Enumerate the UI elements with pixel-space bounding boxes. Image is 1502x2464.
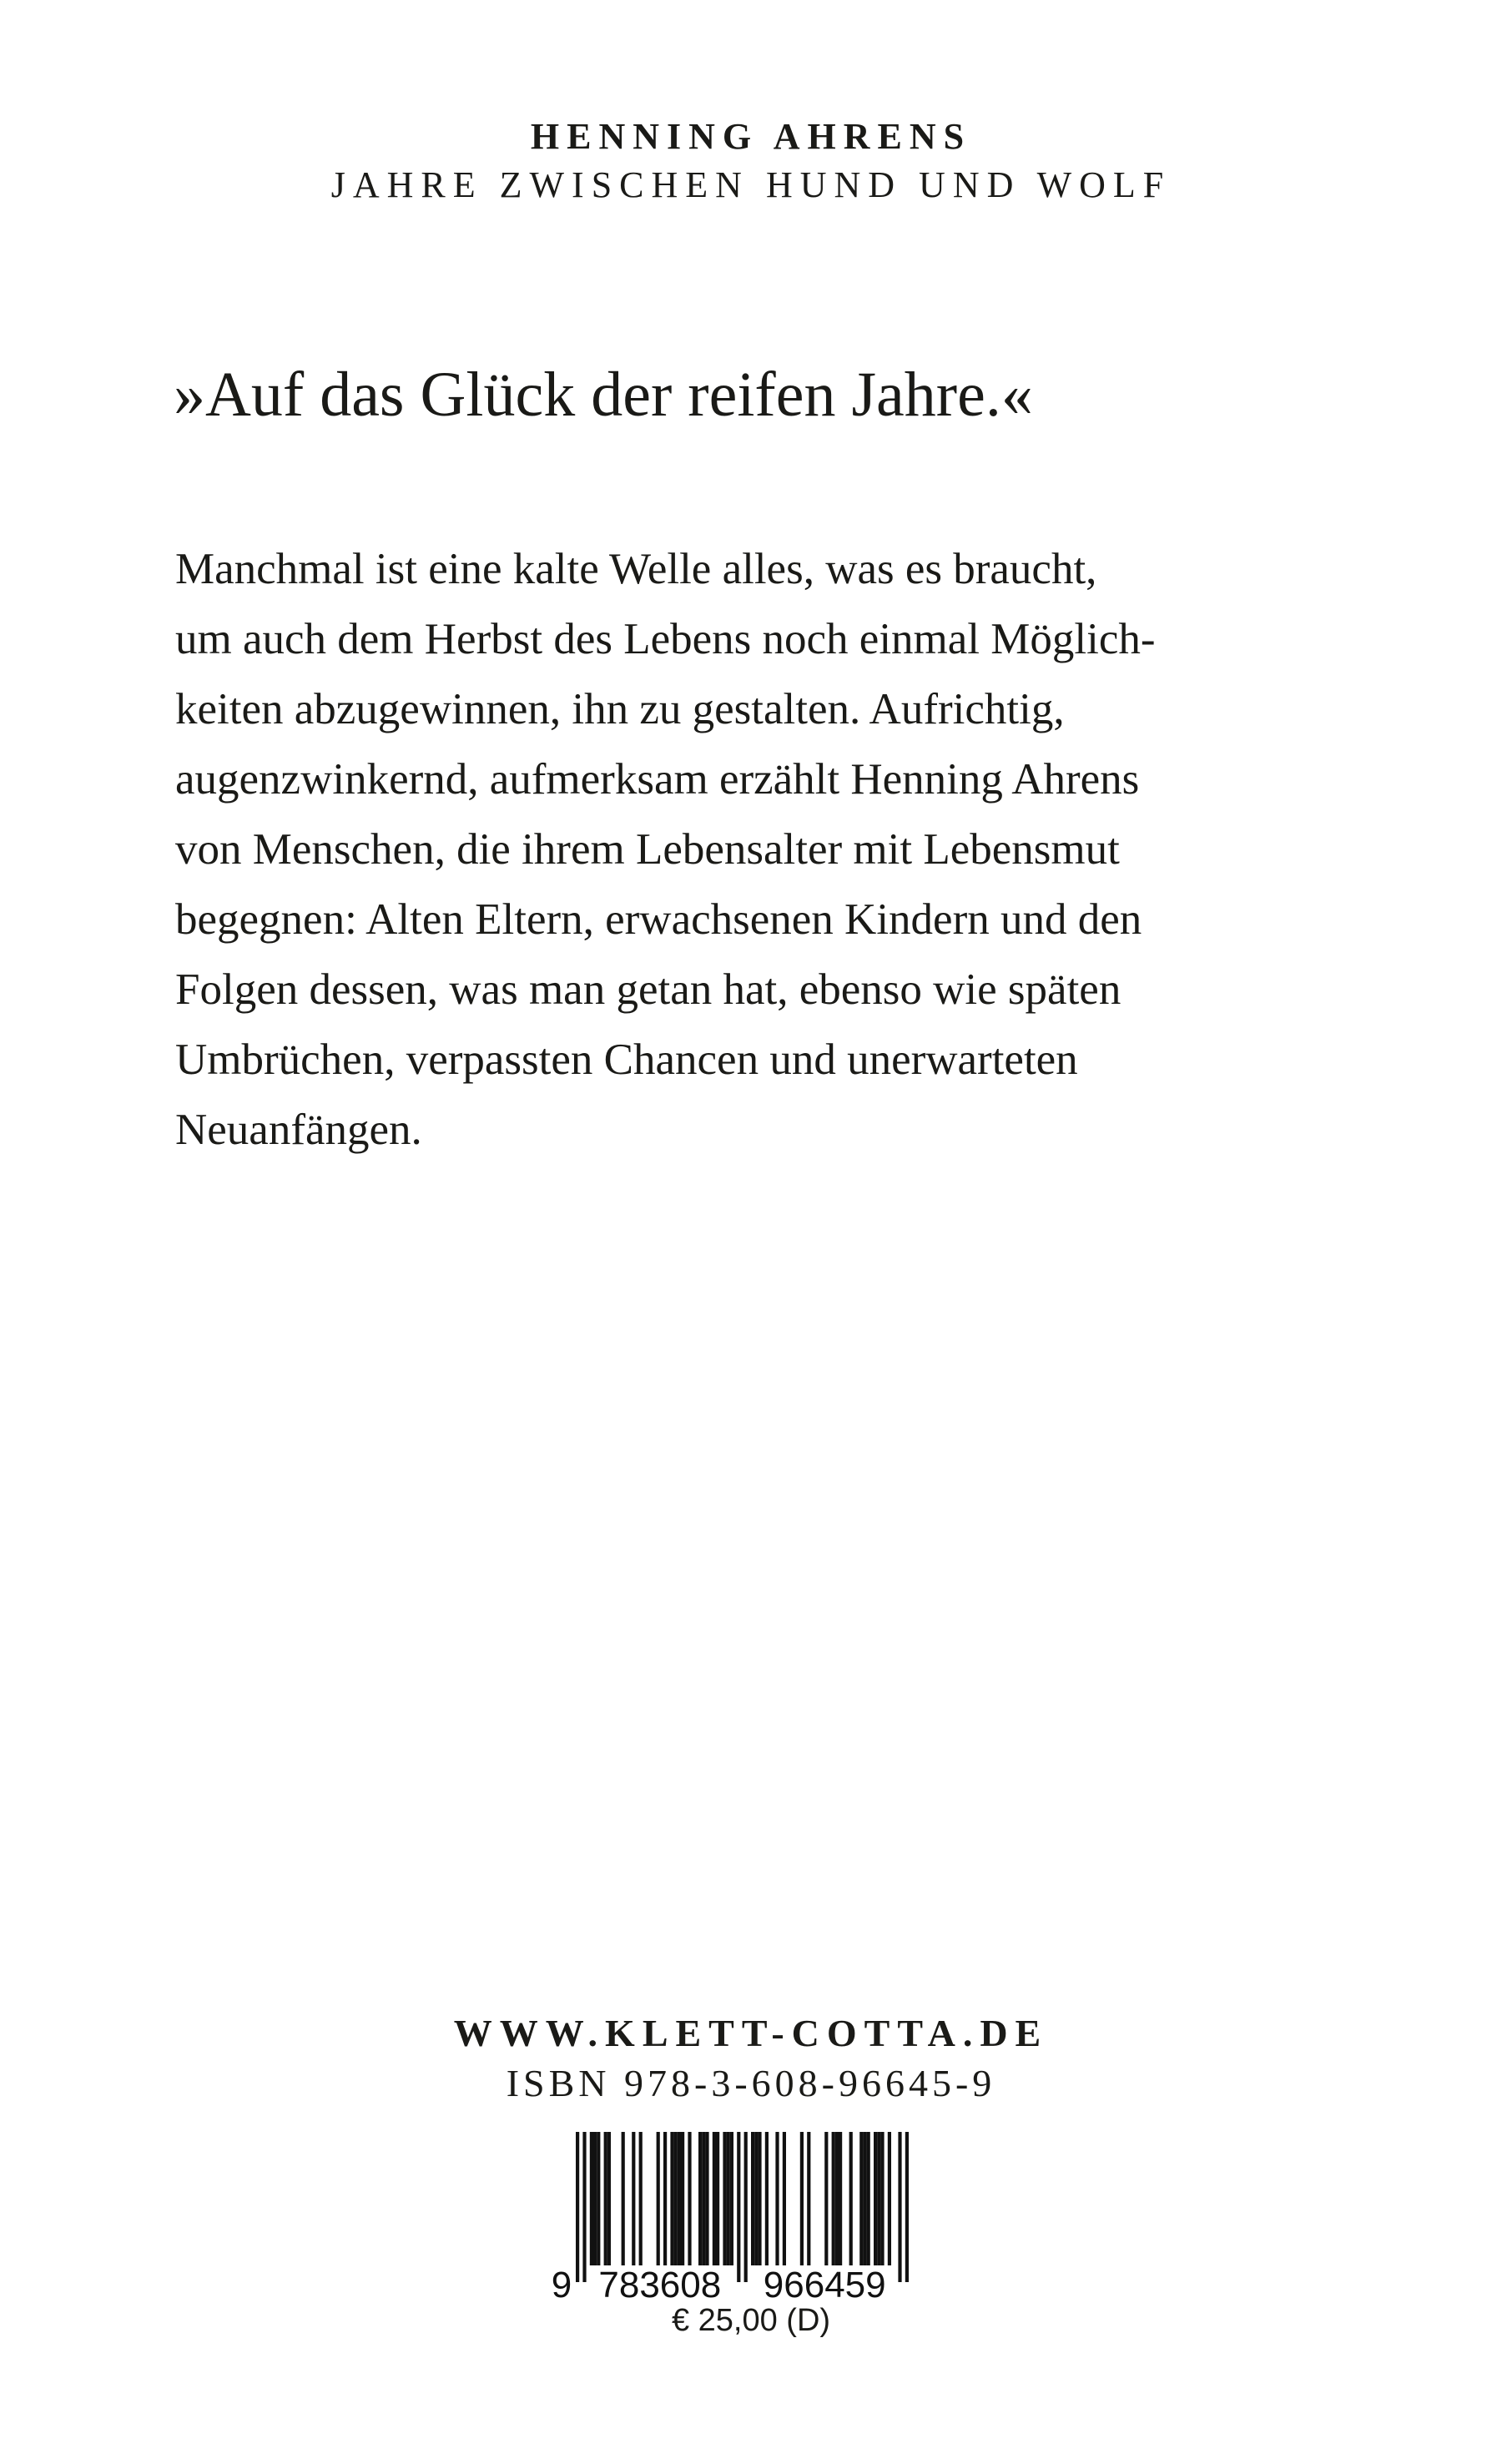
ean13-barcode [547,2132,939,2307]
author-name: HENNING AHRENS [530,116,972,157]
barcode-digits: 966459 [763,2265,886,2305]
barcode-bar [663,2132,667,2265]
barcode-bar [622,2132,625,2265]
barcode-bar [681,2132,684,2265]
barcode-bar [898,2132,901,2282]
barcode-bar [863,2132,866,2265]
barcode-bar [754,2132,758,2265]
barcode-bar [888,2132,891,2265]
barcode-bar [705,2132,708,2265]
book-title: JAHRE ZWISCHEN HUND UND WOLF [330,164,1172,205]
barcode-bar [775,2132,779,2265]
blurb-line: von Menschen, die ihrem Lebensalter mit Lebensmut [175,825,1120,874]
barcode-bar [832,2132,835,2265]
barcode-bar [678,2132,681,2265]
barcode-bar [657,2132,660,2265]
barcode-bar [639,2132,643,2265]
barcode-bar [702,2132,705,2265]
barcode-bar [713,2132,716,2265]
barcode-bar [670,2132,673,2265]
price-label: € 25,00 (D) [671,2303,831,2338]
barcode-bar [576,2132,579,2282]
barcode-bar [867,2132,870,2265]
barcode-bar [632,2132,635,2265]
publisher-url: WWW.KLETT-COTTA.DE [453,2012,1049,2054]
barcode-bar [674,2132,678,2265]
barcode-bar [859,2132,863,2265]
barcode-bar [751,2132,754,2265]
barcode-bar [737,2132,740,2282]
isbn-number: ISBN 978-3-608-96645-9 [506,2062,996,2104]
blurb-line: Manchmal ist eine kalte Welle alles, was es braucht, [175,545,1097,593]
barcode-bar [765,2132,769,2265]
barcode-bar [604,2132,607,2265]
barcode-bar [723,2132,726,2265]
barcode-bar [597,2132,600,2265]
barcode-bar [849,2132,853,2265]
tagline-quote: »Auf das Glück der reifen Jahre.« [174,360,1033,430]
barcode-bar [716,2132,719,2265]
barcode-bar [727,2132,730,2265]
barcode-digits: 9 [551,2265,572,2305]
blurb-line: Umbrüchen, verpassten Chancen und unerwarteten [175,1035,1078,1084]
barcode-digits: 783608 [598,2265,722,2305]
blurb-line: Folgen dessen, was man getan hat, ebenso wie späten [175,965,1121,1014]
barcode-bar [688,2132,691,2265]
barcode-bar [824,2132,828,2265]
blurb-text [175,534,1394,1165]
barcode-bar [744,2132,748,2282]
blurb-line: Neuanfängen. [175,1106,422,1154]
barcode-bar [800,2132,804,2265]
blurb-line: augenzwinkernd, aufmerksam erzählt Henning Ahrens [175,755,1140,804]
blurb-line: um auch dem Herbst des Lebens noch einmal Möglich- [175,615,1156,663]
barcode-bar [593,2132,597,2265]
blurb-line: begegnen: Alten Eltern, erwachsenen Kindern und den [175,895,1142,944]
barcode-bar [607,2132,611,2265]
barcode-bar [783,2132,786,2265]
barcode-bar [880,2132,884,2265]
barcode-bar [698,2132,702,2265]
barcode-bar [807,2132,810,2265]
barcode-bar [582,2132,586,2282]
barcode-bar [905,2132,909,2282]
blurb-line: keiten abzugewinnen, ihn zu gestalten. Aufrichtig, [175,685,1065,733]
barcode-bar [730,2132,733,2265]
barcode-bar [874,2132,877,2265]
barcode-bar [835,2132,839,2265]
barcode-bar [839,2132,842,2265]
barcode-bar [590,2132,593,2265]
barcode-bar [758,2132,761,2265]
barcode-bar [877,2132,880,2265]
